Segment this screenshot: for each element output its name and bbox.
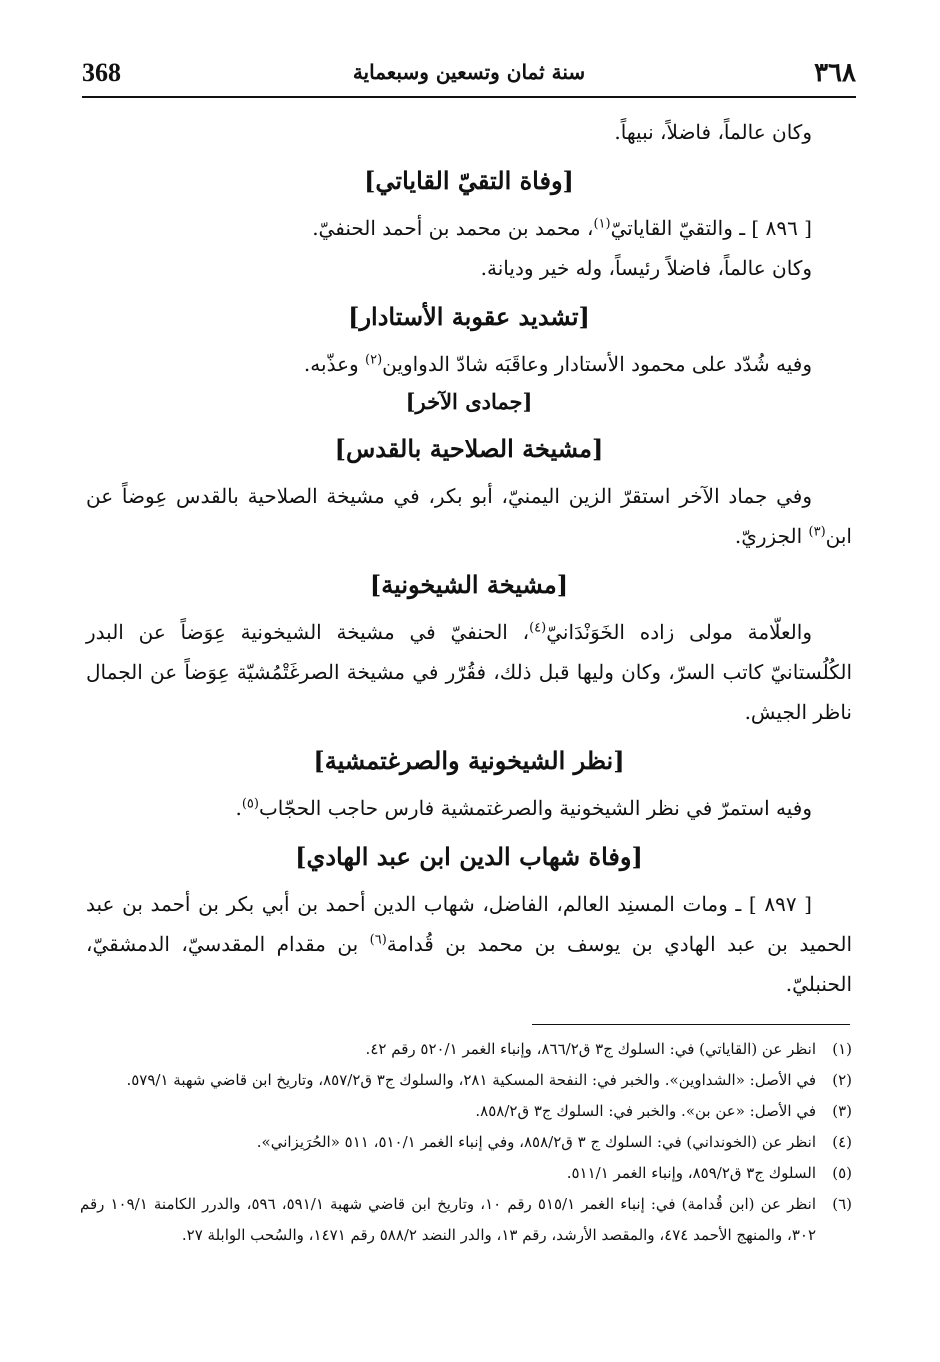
footnote-text: في الأصل: «عن بن». والخبر في: السلوك ج٣ ق٨٥٨/٢.	[475, 1102, 816, 1120]
footnote	[80, 1158, 852, 1189]
footnote-number: (١)	[832, 1040, 852, 1058]
paragraph: وكان عالماً، فاضلاً، نبيهاً.	[614, 120, 812, 144]
footnote-number: (٢)	[832, 1071, 852, 1089]
header-rule	[82, 96, 856, 98]
text-run: بن مقدام المقدسيّ، الدمشقيّ، الحنبليّ.	[86, 932, 852, 996]
footnote-number: (٥)	[832, 1164, 852, 1182]
footnote	[80, 1034, 852, 1065]
entry-paragraph	[86, 884, 852, 1004]
footnotes	[80, 1034, 852, 1251]
text-run: .	[235, 796, 242, 820]
section-heading: [وفاة شهاب الدين ابن عبد الهادي]	[295, 842, 643, 871]
entry-paragraph	[86, 208, 852, 248]
text-run: والعلّامة مولى زاده الخَوَنْدَانيّ	[546, 620, 812, 644]
section-heading: [مشيخة الشيخونية]	[369, 570, 569, 599]
footnote-number: (٣)	[832, 1102, 852, 1120]
paragraph	[86, 612, 852, 732]
footnote	[80, 1096, 852, 1127]
running-title: سنة ثمان وتسعين وسبعماية	[352, 60, 586, 84]
page-number-arabic: ٣٦٨	[814, 58, 856, 88]
text-run: الجزريّ.	[734, 524, 809, 548]
footnote-ref: (٦)	[369, 932, 387, 948]
footnote-ref: (٢)	[365, 352, 383, 368]
main-text	[86, 112, 852, 1004]
section-heading: [نظر الشيخونية والصرغتمشية]	[313, 746, 625, 775]
footnote-text: السلوك ج٣ ق٨٥٩/٢، وإنباء الغمر ٥١١/١.	[566, 1164, 816, 1182]
running-header	[82, 56, 856, 96]
footnote-rule	[532, 1024, 850, 1025]
text-run: وفي جماد الآخر استقرّ الزين اليمنيّ، أبو بكر، في مشيخة الصلاحية بالقدس عِوضاً عن ابن	[86, 484, 852, 548]
footnote	[80, 1189, 852, 1251]
footnote-ref: (١)	[593, 216, 611, 232]
section-heading: [مشيخة الصلاحية بالقدس]	[334, 434, 604, 463]
footnote-ref: (٤)	[529, 620, 547, 636]
page-number-latin: 368	[82, 58, 121, 87]
text-run: وعذّبه.	[303, 352, 366, 376]
footnote-text: انظر عن (ابن قُدامة) في: إنباء الغمر ٥١٥/١ رقم ١٠، وتاريخ ابن قاضي شهبة ٥٩١/١، ٥٩٦، والدرر الكامنة ١٠٩/١ رقم ٣٠٢، والمنهج الأحمد ٤٧٤، والمقصد الأرشد، رقم ١٣، والدر النضد ٥٨٨/٢ رقم ١٤٧١، والسُحب الوابلة ٢٧.	[80, 1195, 817, 1244]
footnote-text: في الأصل: «الشداوين». والخبر في: النفحة المسكية ٢٨١، والسلوك ج٣ ق٨٥٧/٢، وتاريخ ابن قاضي شهبة ٥٧٩/١.	[126, 1071, 816, 1089]
footnote-number: (٦)	[832, 1195, 852, 1213]
footnote-ref: (٣)	[808, 524, 826, 540]
footnote-text: انظر عن (القاياتي) في: السلوك ج٣ ق٨٦٦/٢، وإنباء الغمر ٥٢٠/١ رقم ٤٢.	[365, 1040, 816, 1058]
paragraph	[86, 788, 852, 828]
footnote	[80, 1127, 852, 1158]
section-heading: [وفاة التقيّ القاياتي]	[364, 166, 574, 195]
footnote-number: (٤)	[832, 1133, 852, 1151]
section-heading: [تشديد عقوبة الأستادار]	[348, 302, 590, 331]
footnote	[80, 1065, 852, 1096]
paragraph: وكان عالماً، فاضلاً رئيساً، وله خير وديانة.	[480, 256, 812, 280]
month-heading: [جمادى الآخر]	[405, 389, 533, 414]
text-run: ، الحنفيّ في مشيخة الشيخونية عِوَضاً عن البدر الكُلُستانيّ كاتب السرّ، وكان وليها قبل ذلك، فقُرّر في مشيخة الصرغَتْمُشيّة عِوَضاً عن الجمال ناظر الجيش.	[86, 620, 852, 724]
text-run: ، محمد بن محمد بن أحمد الحنفيّ.	[312, 216, 594, 240]
text-run: وفيه شُدّد على محمود الأستادار وعاقَبَه شادّ الدواوين	[382, 352, 812, 376]
text-run: وفيه استمرّ في نظر الشيخونية والصرغتمشية فارس حاجب الحجّاب	[258, 796, 812, 820]
footnote-text: انظر عن (الخونداني) في: السلوك ج ٣ ق٨٥٨/٢، وفي إنباء الغمر ٥١٠/١، ٥١١ «الحُرَيزاني».	[256, 1133, 816, 1151]
text-run: [ ٨٩٧ ] ـ ومات المسنِد العالم، الفاضل، شهاب الدين أحمد بن أبي بكر بن أحمد بن عبد الحميد بن عبد الهادي بن يوسف بن محمد بن قُدامة	[86, 892, 852, 956]
paragraph	[86, 344, 852, 384]
footnote-ref: (٥)	[241, 796, 259, 812]
text-run: [ ٨٩٦ ] ـ والتقيّ القاياتيّ	[610, 216, 812, 240]
paragraph	[86, 476, 852, 556]
